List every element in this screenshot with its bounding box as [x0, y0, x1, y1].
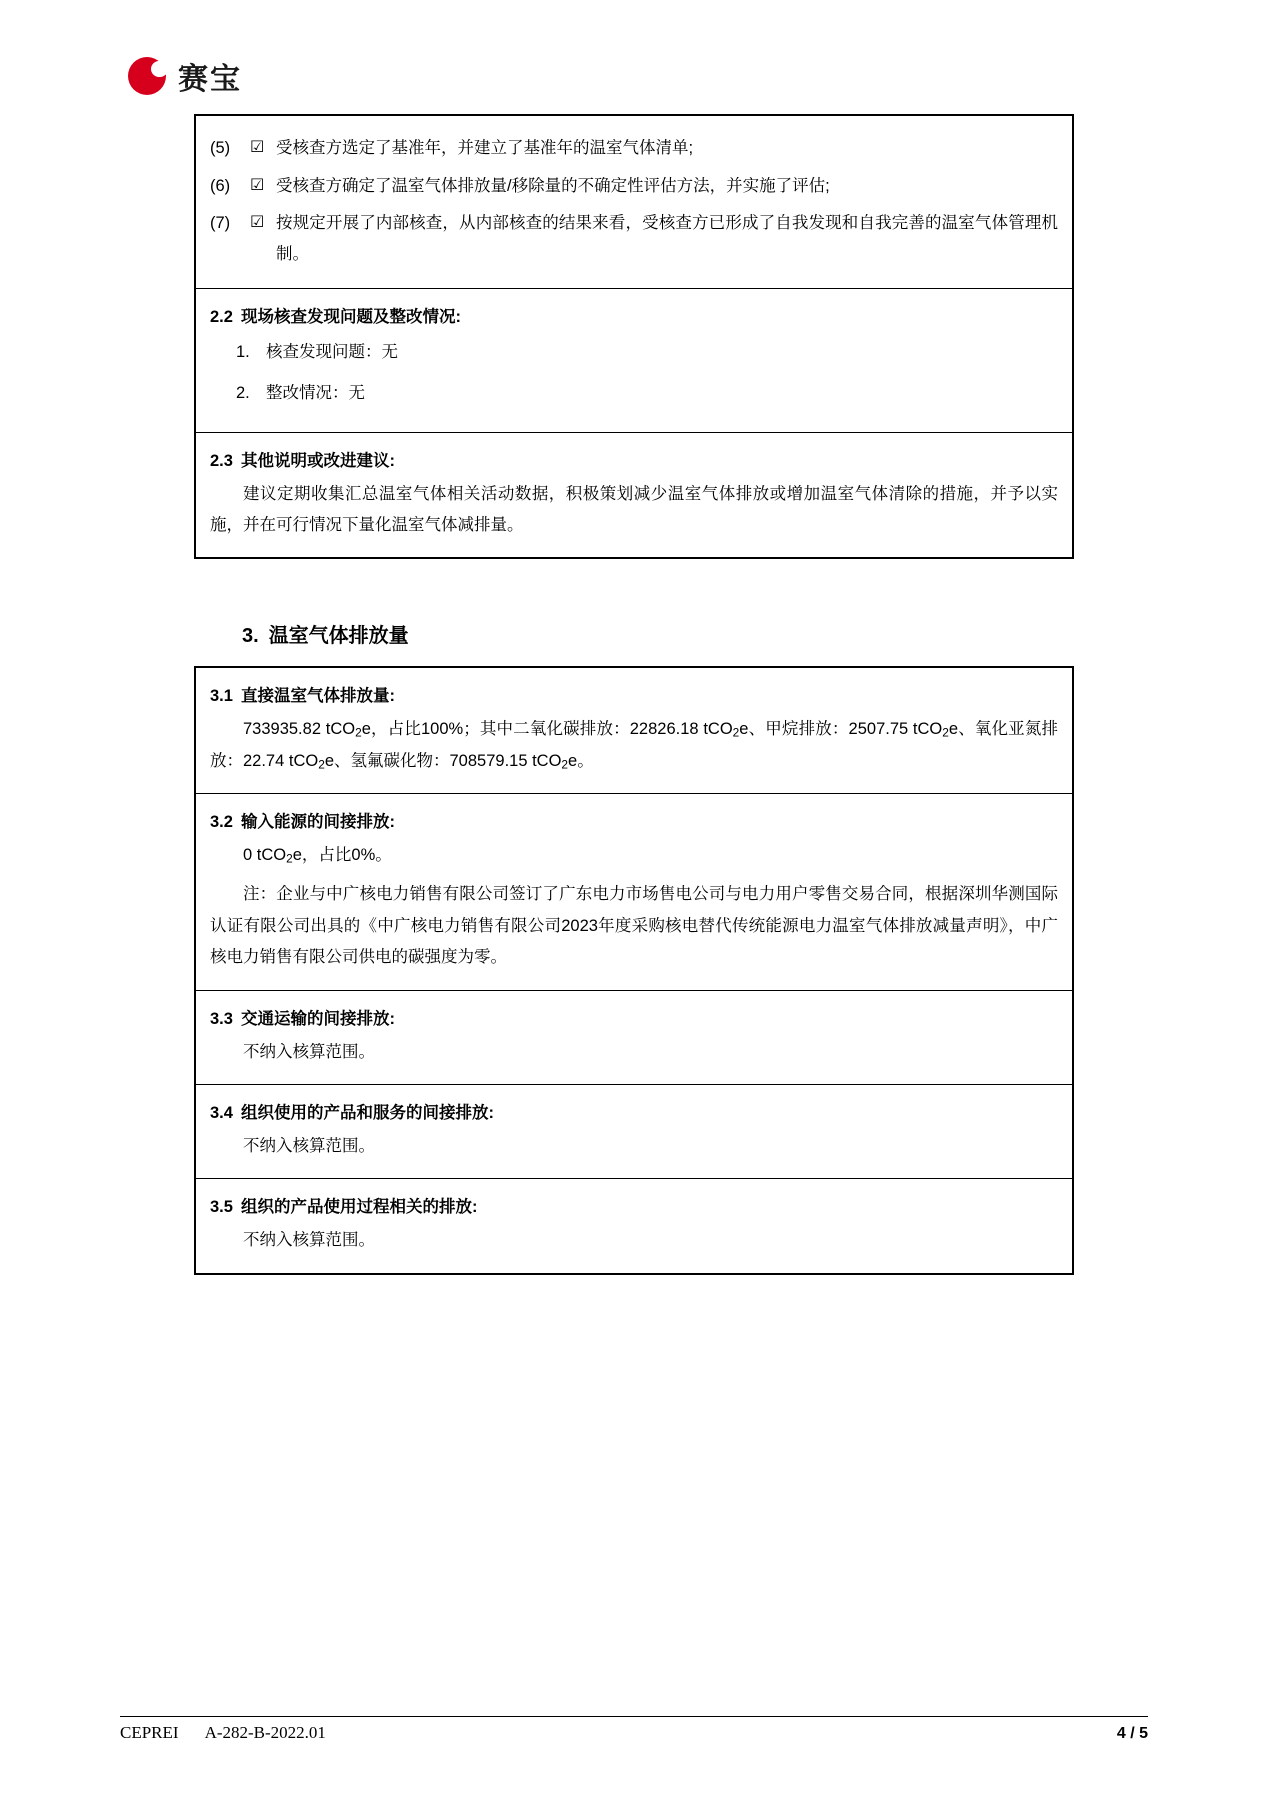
- list-item: [236, 378, 1058, 409]
- checklist-item: [210, 171, 1058, 202]
- section-2-2-title: [210, 303, 1058, 327]
- section-3-1-title: [210, 682, 1058, 706]
- section-2-3: [196, 433, 1072, 558]
- list-item-number: 2.: [236, 384, 250, 403]
- section-2-3-label: 其他说明或改进建议:: [240, 451, 395, 470]
- section3-box: [194, 666, 1074, 1274]
- checkbox-icon: ☑: [250, 139, 265, 156]
- footer-page-number: 4 / 5: [1116, 1725, 1148, 1742]
- checklist-item-text: 受核查方确定了温室气体排放量/移除量的不确定性评估方法，并实施了评估;: [276, 176, 830, 195]
- section-3-title: 温室气体排放量: [268, 625, 409, 648]
- section2-box: [194, 114, 1074, 559]
- section-3-4-label: 组织使用的产品和服务的间接排放:: [240, 1103, 494, 1122]
- checklist-item-number: (6): [210, 176, 231, 195]
- checklist-item-text: 按规定开展了内部核查，从内部核查的结果来看，受核查方已形成了自我发现和自我完善的温室气体管理机制。: [276, 214, 1058, 263]
- section-3-2-label: 输入能源的间接排放:: [240, 813, 395, 832]
- section-3-1-body: 733935.82 tCO$_2$e，占比100%；其中二氧化碳排放：22826.18 tCO$_2$e、甲烷排放：2507.75 tCO$_2$e、氧化亚氮排放：22.74 tCO$_2$e、氢氟碳化物：708579.15 tCO$_2$e。: [210, 720, 1058, 772]
- checklist-row: [196, 116, 1072, 289]
- section-3-4-number: 3.4: [210, 1103, 233, 1122]
- section-3-2-note: 注：企业与中广核电力销售有限公司签订了广东电力市场售电公司与电力用户零售交易合同，根据深圳华测国际认证有限公司出具的《中广核电力销售有限公司2023年度采购核电替代传统能源电力温室气体排放减量声明》，中广核电力销售有限公司供电的碳强度为零。: [210, 885, 1058, 967]
- section-3-5-body: 不纳入核算范围。: [243, 1231, 375, 1250]
- section-3-1-number: 3.1: [210, 687, 233, 706]
- checkbox-icon: ☑: [250, 176, 265, 194]
- checkbox-icon: ☑: [250, 214, 265, 232]
- section-3-2-body: 0 tCO$_2$e，占比0%。: [243, 846, 392, 866]
- footer-doc-code: A-282-B-2022.01: [204, 1723, 326, 1742]
- section-3-3-title: [210, 1005, 1058, 1029]
- list-item: [236, 337, 1058, 368]
- section-2-3-body: 建议定期收集汇总温室气体相关活动数据，积极策划减少温室气体排放或增加温室气体清除的措施，并予以实施，并在可行情况下量化温室气体减排量。: [210, 484, 1058, 535]
- section-2-2: [196, 289, 1072, 433]
- section-2-3-title: [210, 447, 1058, 471]
- list-item-text: 整改情况：无: [266, 384, 365, 403]
- footer-left: [120, 1723, 326, 1743]
- list-item-text: 核查发现问题：无: [266, 343, 398, 362]
- checklist-item: [210, 208, 1058, 269]
- section-3-1: [196, 668, 1072, 794]
- section-3-3: [196, 991, 1072, 1085]
- section-3-2-title: [210, 808, 1058, 832]
- section-3-5-label: 组织的产品使用过程相关的排放:: [240, 1198, 478, 1217]
- section-3-3-number: 3.3: [210, 1009, 233, 1028]
- section-3-1-label: 直接温室气体排放量:: [240, 687, 395, 706]
- page-footer: [120, 1716, 1148, 1743]
- section-3-2: [196, 794, 1072, 990]
- section-3-5-title: [210, 1193, 1058, 1217]
- logo-text: 赛宝: [178, 62, 242, 97]
- checklist-item-text: 受核查方选定了基准年，并建立了基准年的温室气体清单;: [276, 139, 694, 157]
- checklist-item: [210, 133, 1058, 164]
- section-3-4-body: 不纳入核算范围。: [243, 1136, 375, 1155]
- section-3-4-title: [210, 1099, 1058, 1123]
- section-3-heading: [194, 619, 1074, 648]
- list-item-number: 1.: [236, 343, 250, 362]
- section-3-5-number: 3.5: [210, 1198, 233, 1217]
- section-2-2-label: 现场核查发现问题及整改情况:: [240, 308, 461, 327]
- footer-org: CEPREI: [120, 1723, 179, 1742]
- section-3-4: [196, 1085, 1072, 1179]
- checklist-item-number: (7): [210, 214, 231, 233]
- company-logo: [128, 48, 1148, 104]
- section-3-number: 3.: [242, 625, 259, 648]
- section-2-3-number: 2.3: [210, 451, 233, 470]
- section-3-2-number: 3.2: [210, 813, 233, 832]
- section-3-3-body: 不纳入核算范围。: [243, 1042, 375, 1061]
- checklist-item-number: (5): [210, 139, 231, 157]
- section-3-3-label: 交通运输的间接排放:: [240, 1009, 395, 1028]
- section-2-2-number: 2.2: [210, 308, 233, 327]
- section-3-5: [196, 1179, 1072, 1272]
- logo-mark-icon: [128, 57, 166, 95]
- footer-divider: [120, 1716, 1148, 1717]
